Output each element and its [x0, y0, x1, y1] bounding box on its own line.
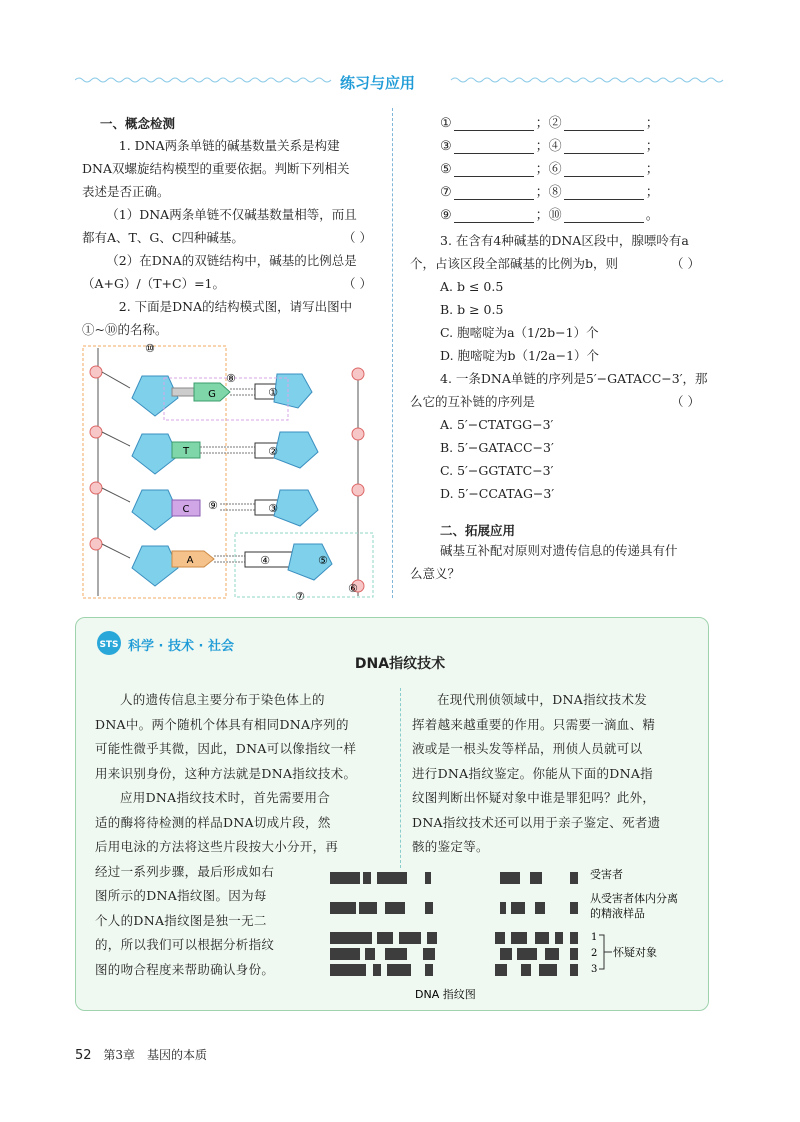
fingerprint-band	[363, 872, 371, 884]
dna-structure-diagram	[80, 338, 380, 600]
fingerprint-band	[511, 902, 525, 914]
nucleotide-row-2	[90, 426, 364, 474]
answer-blank-row	[440, 135, 710, 158]
blank-separator: ；	[645, 162, 659, 177]
fingerprint-band	[425, 964, 433, 976]
blank-separator: ；	[645, 185, 659, 200]
base-label-T: T	[182, 446, 190, 457]
blank-separator: ；	[645, 139, 659, 154]
column-divider	[392, 108, 393, 598]
chapter-title: 第3章 基因的本质	[103, 1048, 208, 1062]
blank-separator: ；	[645, 116, 659, 131]
section2-heading: 二、拓展应用	[440, 523, 516, 538]
blank-separator: ；	[535, 208, 549, 223]
question-4	[410, 367, 710, 505]
answer-blank-row	[440, 158, 710, 181]
sts-left-p1-line1: 人的遗传信息主要分布于染色体上的	[120, 692, 325, 707]
label-8: ⑧	[226, 372, 236, 385]
label-7: ⑦	[295, 590, 305, 600]
suspect-number-2: 2	[591, 948, 598, 959]
sts-column-divider	[400, 688, 401, 868]
sts-right-line1: 在现代刑侦领域中，DNA指纹技术发	[437, 692, 648, 707]
blank-label: ③	[440, 139, 452, 154]
sts-right-line2: 挥着越来越重要的作用。只需要一滴血、精	[412, 716, 656, 732]
fingerprint-band	[500, 948, 512, 960]
answer-blank[interactable]	[454, 185, 534, 200]
answer-blank[interactable]	[454, 139, 534, 154]
left-column	[82, 114, 372, 341]
q2-line2: ①~⑩的名称。	[82, 322, 168, 337]
answer-blank[interactable]	[564, 116, 644, 131]
label-10: ⑩	[145, 342, 155, 355]
answer-blank-row	[440, 112, 710, 135]
answer-blank-list	[440, 112, 710, 227]
sts-right-line5: 纹图判断出怀疑对象中谁是罪犯吗？此外，	[412, 790, 656, 805]
q1-line2: DNA双螺旋结构模型的重要依据。判断下列相关	[82, 161, 350, 176]
fingerprint-band	[570, 948, 578, 960]
sts-right-text	[412, 688, 702, 860]
fingerprint-band	[545, 948, 559, 960]
sts-left-p3-line4: 的，所以我们可以根据分析指纹	[95, 937, 275, 952]
fingerprint-band	[539, 964, 557, 976]
label-5: ⑤	[318, 554, 328, 567]
q1-statement2-line2: （A+G）/（T+C）=1。	[82, 276, 225, 291]
blank-separator: ；	[535, 116, 549, 131]
sts-right-line3: 液或是一根头发等样品，刑侦人员就可以	[412, 741, 643, 756]
label-victim: 受害者	[590, 868, 623, 881]
blank-separator: 。	[645, 208, 659, 223]
fingerprint-band	[399, 932, 421, 944]
fingerprint-band	[570, 872, 578, 884]
fingerprint-band	[330, 932, 372, 944]
sts-left-p2-line3: 后用电泳的方法将这些片段按大小分开，再	[95, 839, 339, 854]
fingerprint-band	[373, 964, 381, 976]
fingerprint-band	[330, 902, 356, 914]
blank-label: ④	[548, 139, 562, 154]
blank-label: ②	[548, 116, 562, 131]
blank-label: ⑥	[548, 162, 562, 177]
blank-label: ⑦	[440, 185, 452, 200]
label-4: ④	[260, 554, 270, 567]
q4-option-c: C. 5′−GGTATC−3′	[440, 463, 554, 478]
q1-s2-answer-paren: （ ）	[343, 276, 372, 291]
fingerprint-band	[570, 902, 578, 914]
suspect-bracket	[599, 935, 612, 969]
blank-separator: ；	[535, 185, 549, 200]
fingerprint-band	[387, 964, 411, 976]
fingerprint-band	[500, 902, 506, 914]
label-1: ①	[268, 386, 278, 399]
fingerprint-band	[330, 872, 360, 884]
section2-question	[410, 539, 710, 585]
answer-blank[interactable]	[564, 162, 644, 177]
suspect-number-1: 1	[591, 932, 598, 943]
blank-separator: ；	[535, 162, 549, 177]
answer-blank[interactable]	[454, 162, 534, 177]
section2-line2: 么意义？	[410, 566, 461, 581]
label-sample-line1: 从受害者体内分离	[590, 892, 678, 905]
label-2: ②	[268, 445, 278, 458]
fingerprint-band	[427, 932, 437, 944]
answer-blank-row	[440, 204, 710, 227]
fingerprint-band	[359, 902, 377, 914]
label-9: ⑨	[208, 499, 218, 512]
page-footer	[75, 1046, 207, 1063]
sts-left-p3-line1: 经过一系列步骤，最后形成如右	[95, 863, 275, 879]
answer-blank[interactable]	[454, 116, 534, 131]
answer-blank[interactable]	[564, 139, 644, 154]
blank-label: ⑩	[548, 208, 562, 223]
page-number: 52	[75, 1048, 92, 1063]
label-sample-line2: 的精液样品	[590, 907, 645, 920]
q3-option-b: B. b ≥ 0.5	[440, 302, 504, 317]
fingerprint-band	[425, 872, 431, 884]
question-3	[410, 229, 710, 367]
blank-separator: ；	[535, 139, 549, 154]
sts-right-line4: 进行DNA指纹鉴定。你能从下面的DNA指	[412, 765, 653, 781]
answer-blank[interactable]	[564, 185, 644, 200]
fingerprint-band	[385, 902, 405, 914]
q1-statement1-line1: （1）DNA两条单链不仅碱基数量相等，而且	[106, 207, 357, 222]
fingerprint-band	[570, 932, 578, 944]
q4-option-b: B. 5′−GATACC−3′	[440, 440, 554, 455]
fingerprint-band	[530, 872, 542, 884]
blank-label: ⑧	[548, 185, 562, 200]
q1-line3: 表述是否正确。	[82, 184, 170, 199]
blank-label: ⑨	[440, 208, 452, 223]
sts-right-line7: 骸的鉴定等。	[412, 839, 489, 854]
sts-left-p1-line2: DNA中。两个随机个体具有相同DNA序列的	[95, 716, 349, 732]
q4-answer-paren: （ ）	[671, 394, 700, 409]
q3-answer-paren: （ ）	[671, 256, 700, 271]
sts-left-p2-line2: 适的酶将待检测的样品DNA切成片段，然	[95, 814, 331, 830]
q2-line1: 2. 下面是DNA的结构模式图，请写出图中	[118, 299, 353, 314]
base-label-G: G	[208, 389, 216, 400]
fingerprint-band	[521, 964, 531, 976]
sts-left-p3-line2: 图所示的DNA指纹图。因为每	[95, 888, 267, 903]
fingerprint-band	[425, 902, 433, 914]
fingerprint-band	[330, 964, 366, 976]
section2-line1: 碱基互补配对原则对遗传信息的传递具有什	[440, 543, 678, 558]
fingerprint-band	[555, 932, 563, 944]
question-1	[82, 134, 372, 341]
q4-line1: 4. 一条DNA单链的序列是5′−GATACC−3′，那	[440, 371, 708, 386]
fingerprint-band	[570, 964, 578, 976]
fingerprint-band	[377, 932, 393, 944]
fingerprint-band	[535, 932, 549, 944]
base-label-C: C	[182, 504, 190, 515]
sts-logo-text: STS	[99, 640, 119, 650]
fingerprint-band	[495, 932, 505, 944]
fingerprint-bands	[330, 872, 578, 976]
fingerprint-band	[385, 948, 407, 960]
label-suspects: 怀疑对象	[613, 946, 657, 959]
fingerprint-band	[377, 872, 407, 884]
sts-left-p1-line4: 用来识别身份，这种方法就是DNA指纹技术。	[95, 765, 357, 781]
fingerprint-band	[495, 964, 507, 976]
q3-option-a: A. b ≤ 0.5	[440, 279, 504, 294]
label-6: ⑥	[348, 582, 358, 595]
page-section-title: 练习与应用	[340, 74, 416, 92]
q1-line1: 1. DNA两条单链的碱基数量关系是构建	[118, 138, 340, 153]
sts-left-p1-line3: 可能性微乎其微，因此，DNA可以像指纹一样	[95, 741, 357, 756]
sts-left-p3-line3: 个人的DNA指纹图是独一无二	[95, 912, 267, 928]
blank-label: ①	[440, 116, 452, 131]
fingerprint-band	[517, 948, 537, 960]
sts-right-line6: DNA指纹技术还可以用于亲子鉴定、死者遗	[412, 814, 661, 830]
q3-option-c: C. 胞嘧啶为a（1/2b−1）个	[440, 325, 599, 340]
q1-statement1-line2: 都有A、T、G、C四种碱基。	[82, 230, 244, 245]
answer-blank[interactable]	[454, 208, 534, 223]
answer-blank-row	[440, 181, 710, 204]
suspect-number-3: 3	[591, 964, 598, 975]
q1-s1-answer-paren: （ ）	[343, 230, 372, 245]
q4-option-d: D. 5′−CCATAG−3′	[440, 486, 555, 501]
fingerprint-band	[365, 948, 375, 960]
fingerprint-band	[535, 902, 545, 914]
q4-option-a: A. 5′−CTATGG−3′	[440, 417, 554, 432]
nucleotide-row-3	[90, 482, 364, 530]
blank-label: ⑤	[440, 162, 452, 177]
q3-line2: 个，占该区段全部碱基的比例为b，则	[410, 256, 619, 271]
answer-blank[interactable]	[564, 208, 644, 223]
fingerprint-band	[511, 932, 527, 944]
sts-tag: 科学 · 技术 · 社会	[128, 639, 234, 654]
sts-title: DNA指纹技术	[354, 656, 446, 672]
base-label-A: A	[186, 555, 194, 566]
section1-heading: 一、概念检测	[100, 116, 176, 131]
sts-left-p3-line5: 图的吻合程度来帮助确认身份。	[95, 961, 275, 977]
fingerprint-band	[423, 948, 435, 960]
label-3: ③	[268, 502, 278, 515]
q1-statement2-line1: （2）在DNA的双链结构中，碱基的比例总是	[106, 253, 357, 268]
q3-option-d: D. 胞嘧啶为b（1/2a−1）个	[440, 348, 600, 363]
figure-caption: DNA 指纹图	[415, 988, 476, 1001]
sts-left-p2-line1: 应用DNA指纹技术时，首先需要用合	[120, 790, 331, 805]
q4-line2: 么它的互补链的序列是	[410, 394, 536, 409]
fingerprint-band	[330, 948, 360, 960]
dna-fingerprint-figure	[325, 860, 715, 1010]
right-column	[410, 112, 710, 585]
q3-line1: 3. 在含有4种碱基的DNA区段中，腺嘌呤有a	[440, 233, 689, 248]
fingerprint-band	[500, 872, 520, 884]
